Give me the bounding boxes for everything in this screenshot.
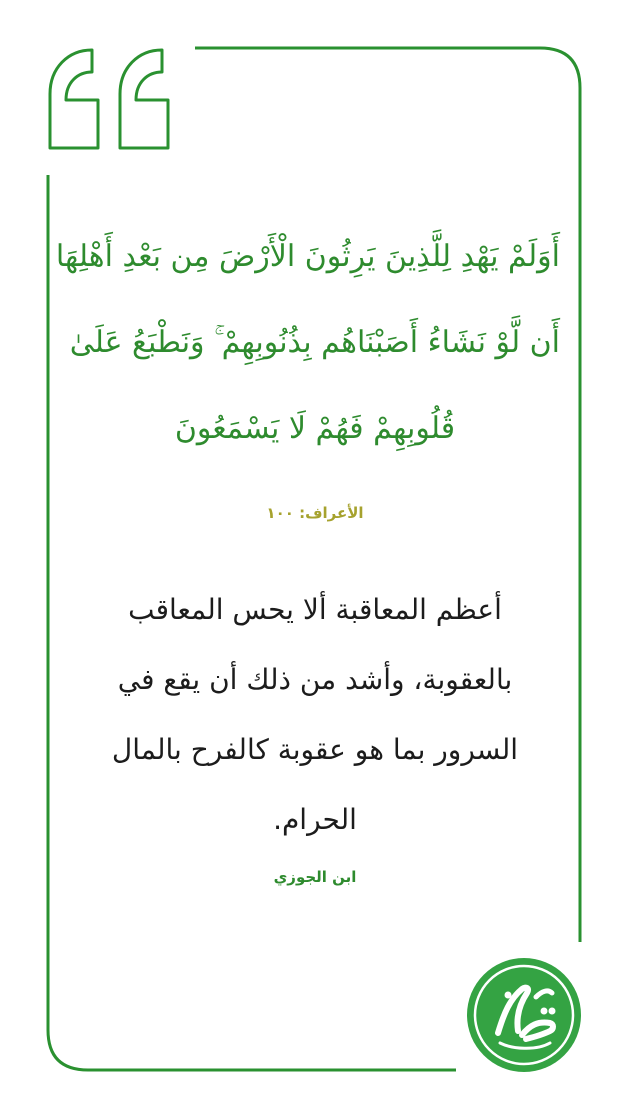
logo-icon <box>464 955 584 1075</box>
quote-line: بالعقوبة، وأشد من ذلك أن يقع في <box>117 663 513 696</box>
verse-line: قُلُوبِهِمْ فَهُمْ لَا يَسْمَعُونَ <box>174 411 456 446</box>
quote-line: السرور بما هو عقوبة كالفرح بالمال <box>111 733 519 766</box>
verse-line: أَن لَّوْ نَشَاءُ أَصَبْنَاهُم بِذُنُوبِهِمْ ۚ وَنَطْبَعُ عَلَىٰ <box>69 325 560 360</box>
verse-line: أَوَلَمْ يَهْدِ لِلَّذِينَ يَرِثُونَ الْأَرْضَ مِن بَعْدِ أَهْلِهَا <box>55 239 560 274</box>
quote-line: أعظم المعاقبة ألا يحس المعاقب <box>128 593 502 626</box>
quote-author: ابن الجوزي <box>273 868 357 886</box>
quote-mark-icon <box>44 44 174 154</box>
quote-text <box>90 575 540 855</box>
verse-reference: الأعراف: ١٠٠ <box>266 504 364 522</box>
quote-line: الحرام. <box>273 803 357 836</box>
verse-text <box>55 222 560 480</box>
